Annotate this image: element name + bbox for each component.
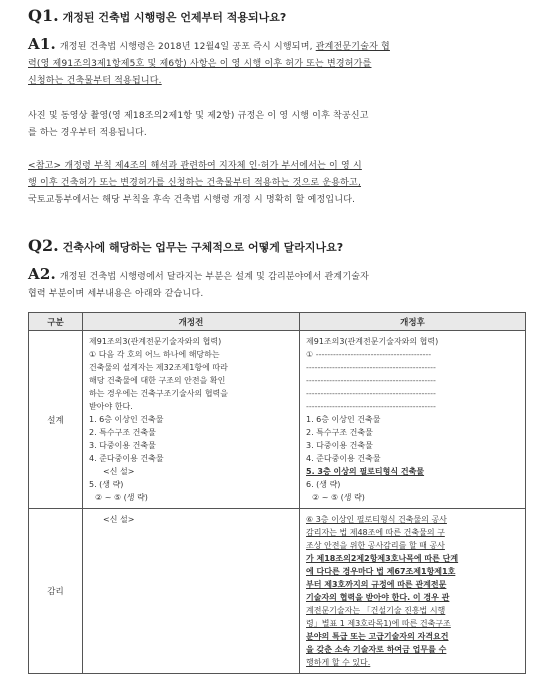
after-title: 제91조의3(관계전문기술자와의 협력) (306, 337, 439, 346)
before-line: ② ~ ⑤ (생 략) (95, 493, 148, 502)
a1-text-2b: 사항은 이 영 시행 이후 허가 또는 변경허가를 (186, 59, 372, 69)
row-label-supervision: 감리 (29, 509, 83, 674)
a1-line3: 신청하는 건축물부터 적용됩니다. (28, 76, 162, 86)
after-dash-line: --------------------------------------------- (306, 363, 436, 372)
before-line: ① 다음 각 호의 어느 하나에 해당하는 (89, 350, 220, 359)
before-line: 3. 다중이용 건축물 (89, 441, 156, 450)
q1-number: Q1. (28, 6, 59, 25)
a1-text-2a: 력(영 제91조의3제1항제5호 및 제6항) (28, 59, 187, 69)
before-line: 2. 특수구조 건축물 (89, 428, 156, 437)
after-dash-line: ① ---------------------------------------- (306, 350, 432, 359)
after-line: 부터 제3호까지의 규정에 따른 관계전문 (306, 580, 447, 589)
after-line: 기술자의 협력을 받아야 한다. 이 경우 관 (306, 593, 450, 602)
after-line: 가 제18조의2제2항제3호나목에 따른 단계 (306, 554, 459, 563)
table-row-supervision (29, 509, 526, 674)
comparison-table (28, 312, 526, 674)
after-dash-line: --------------------------------------------- (306, 376, 436, 385)
after-new-item: 5. 3층 이상의 필로티형식 건축물 (306, 467, 425, 476)
after-line: 조상 안전을 위한 공사감리를 할 때 공사 (306, 541, 445, 550)
before-line: 건축물의 설계자는 제32조제1항에 따라 (89, 363, 228, 372)
a2-line2: 협력 부분이며 세부내용은 아래와 같습니다. (28, 289, 204, 299)
header-category: 구분 (29, 313, 83, 331)
after-dash-line: --------------------------------------------- (306, 389, 436, 398)
after-item: 3. 다중이용 건축물 (306, 441, 373, 450)
after-line: 행하게 할 수 있다. (306, 658, 371, 667)
a1-paragraph-filming (28, 108, 528, 142)
after-dash-line: --------------------------------------------- (306, 402, 436, 411)
before-line: 하는 경우에는 건축구조기술사의 협력을 (89, 389, 229, 398)
a1-text-1a: 개정된 건축법 시행령은 2018년 12월4일 공포 즉시 시행되며, (59, 42, 316, 52)
after-item: ② ~ ⑤ (생 략) (312, 493, 365, 502)
after-item: 4. 준다중이용 건축물 (306, 454, 381, 463)
design-before-cell (83, 331, 300, 509)
before-line: 4. 준다중이용 건축물 (89, 454, 164, 463)
a1-note (28, 158, 528, 209)
q2-number: Q2. (28, 236, 59, 255)
before-new-marker: <신 설> (103, 515, 135, 524)
after-item: 2. 특수구조 건축물 (306, 428, 373, 437)
header-after: 개정후 (300, 313, 526, 331)
after-line: 을 갖춘 소속 기술자로 하여금 업무를 수 (306, 645, 447, 654)
a2-line1 (28, 266, 528, 286)
before-new-marker: <신 설> (103, 467, 135, 476)
after-item: 6. (생 략) (306, 480, 341, 489)
design-after-cell (300, 331, 526, 509)
after-line: ⑥ 3층 이상인 필로티형식 건축물의 공사 (306, 515, 447, 524)
table-row-design (29, 331, 526, 509)
supervision-after-cell (300, 509, 526, 674)
note-line3: 국토교통부에서는 해당 부칙을 후속 건축법 시행령 개정 시 명확히 할 예정입니다. (28, 195, 356, 205)
after-line: 감리자는 법 제48조에 따른 건축물의 구 (306, 528, 445, 537)
a1-line1 (28, 36, 528, 56)
before-line: 제91조의3(관계전문기술자와의 협력) (89, 337, 222, 346)
a1-line2 (28, 56, 528, 73)
a1-answer (28, 36, 528, 90)
a2-answer (28, 266, 528, 303)
before-line: 5. (생 략) (89, 480, 124, 489)
table-header-row (29, 313, 526, 331)
header-before: 개정전 (83, 313, 300, 331)
a1-text-1b: 관계전문기술자 협 (315, 42, 390, 52)
a2-text-1: 개정된 건축법 시행령에서 달라지는 부분은 설계 및 감리분야에서 관계기술자 (59, 272, 370, 282)
after-line: 에 다다른 경우마다 법 제67조제1항제1호 (306, 567, 456, 576)
after-line: 계전문기술자는 「건설기술 진흥법 시행 (306, 606, 446, 615)
a2-number: A2. (28, 265, 56, 283)
note-line1: <참고> 개정령 부칙 제4조의 해석과 관련하여 지자체 인·허가 부서에서는 이 영 시 (28, 161, 362, 171)
q2-title: 건축사에 해당하는 업무는 구체적으로 어떻게 달라지나요? (62, 241, 344, 254)
para2-line1: 사진 및 동영상 촬영(영 제18조의2제1항 및 제2항) 규정은 이 영 시행 이후 착공신고 (28, 111, 369, 121)
row-label-design: 설계 (29, 331, 83, 509)
note-line2: 행 이후 건축허가 또는 변경허가를 신청하는 건축물부터 적용하는 것으로 운용하고, (28, 178, 362, 188)
before-line: 해당 건축물에 대한 구조의 안전을 확인 (89, 376, 226, 385)
para2-line2: 를 하는 경우부터 적용됩니다. (28, 128, 147, 138)
after-item: 1. 6층 이상인 건축물 (306, 415, 381, 424)
supervision-before-cell (83, 509, 300, 674)
q2-heading (28, 236, 343, 255)
before-line: 받아야 한다. (89, 402, 133, 411)
before-line: 1. 6층 이상인 건축물 (89, 415, 164, 424)
after-line: 령」별표 1 제3호라목1)에 따른 건축구조 (306, 619, 451, 628)
q1-title: 개정된 건축법 시행령은 언제부터 적용되나요? (62, 11, 287, 24)
after-line: 분야의 특급 또는 고급기술자의 자격요건 (306, 632, 449, 641)
a1-number: A1. (28, 35, 56, 53)
q1-heading (28, 6, 286, 25)
